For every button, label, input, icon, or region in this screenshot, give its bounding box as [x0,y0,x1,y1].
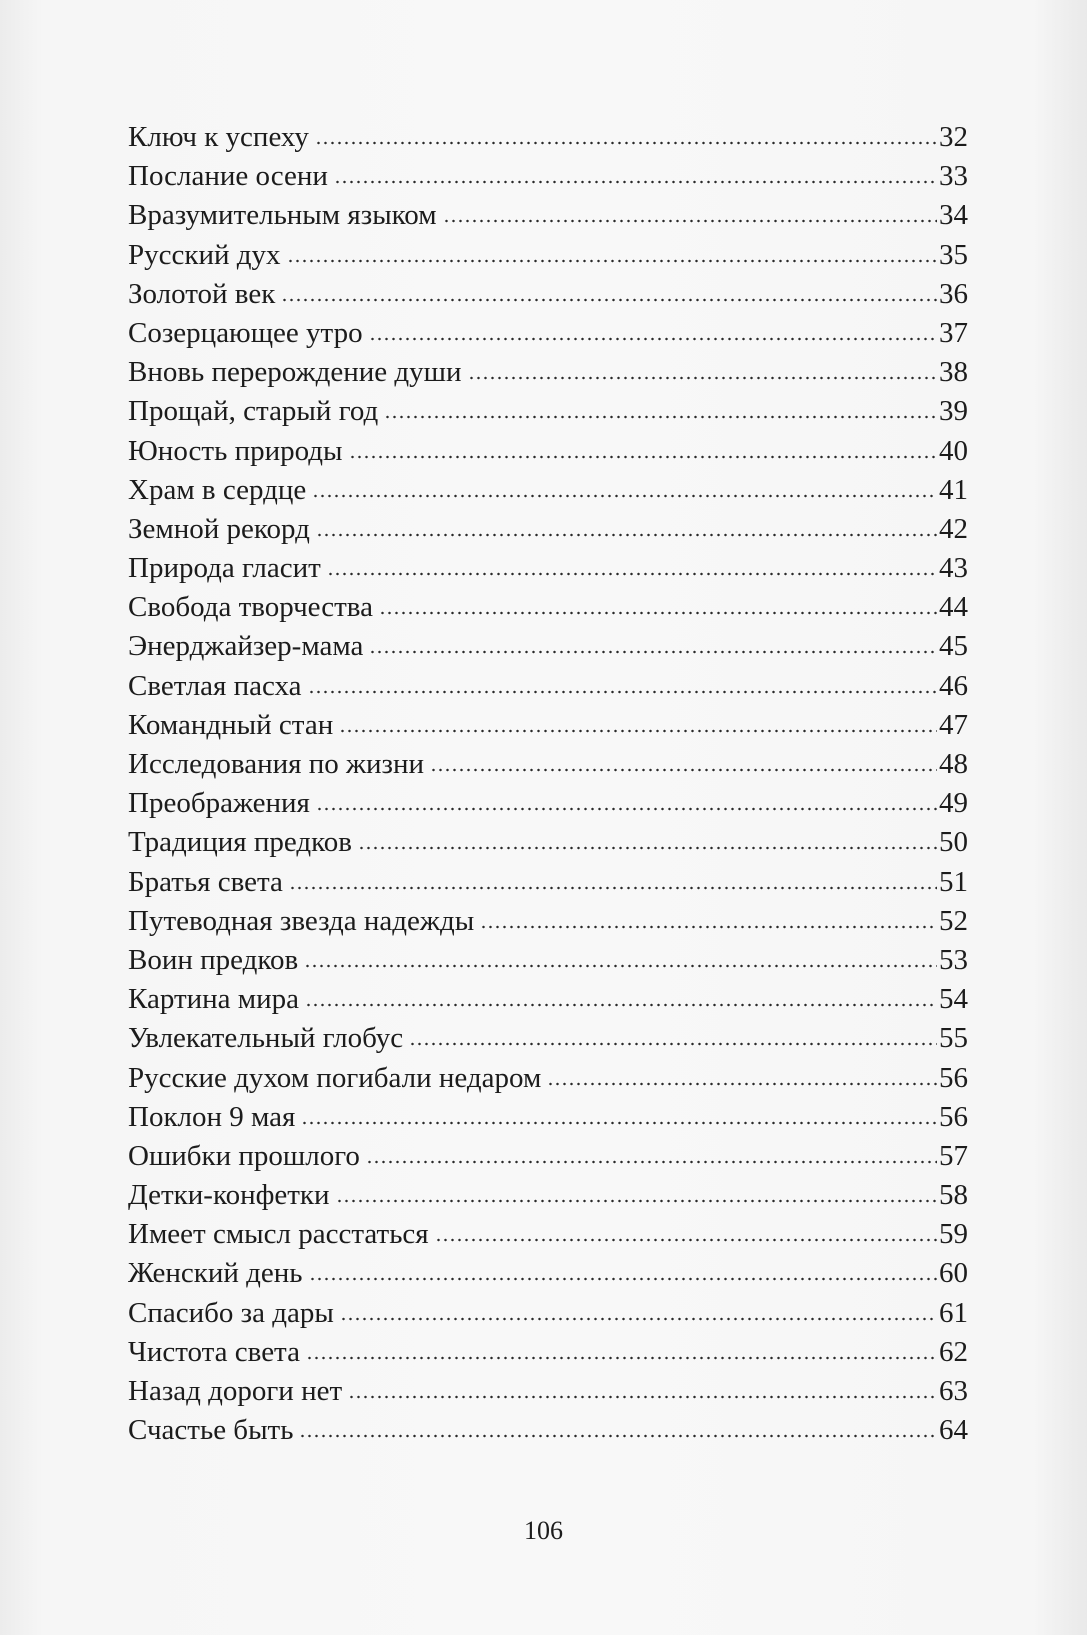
toc-entry [128,588,968,627]
toc-entry-page: 47 [939,708,968,741]
toc-entry-title: Русский дух [128,238,281,271]
toc-entry-title: Женский день [128,1257,303,1290]
table-of-contents [128,118,968,1450]
toc-entry [128,353,968,392]
toc-entry-title: Послание осени [128,160,328,193]
toc-entry [128,1333,968,1372]
dot-leader [306,1356,937,1360]
page-number: 106 [524,1516,563,1545]
toc-entry [128,627,968,666]
toc-entry-title: Светлая пасха [128,669,302,702]
dot-leader [379,611,937,615]
toc-entry-page: 58 [939,1179,968,1212]
toc-entry [128,1372,968,1411]
toc-entry [128,941,968,980]
toc-entry-title: Ключ к успеху [128,121,309,153]
toc-entry [128,510,968,549]
toc-entry-page: 43 [939,552,968,585]
toc-entry-page: 45 [939,630,968,663]
toc-entry [128,196,968,235]
toc-entry-title: Увлекательный глобус [128,1022,404,1055]
dot-leader [301,1121,937,1125]
toc-entry-title: Вновь перерождение души [128,356,462,389]
toc-entry-title: Энерджайзер-мама [128,630,364,663]
toc-entry-title: Имеет смысл расстаться [128,1218,429,1251]
dot-leader [547,1082,937,1086]
toc-entry-page: 40 [939,434,968,467]
toc-entry [128,157,968,196]
toc-entry-page: 61 [939,1296,968,1329]
toc-entry [128,314,968,353]
dot-leader [369,650,937,654]
toc-entry-page: 42 [939,512,968,545]
dot-leader [366,1160,937,1164]
dot-leader [287,259,937,263]
toc-entry-page: 54 [939,983,968,1016]
toc-entry-page: 33 [939,160,968,193]
toc-entry [128,980,968,1019]
toc-entry-page: 56 [939,1061,968,1094]
dot-leader [327,572,937,576]
toc-entry [128,1019,968,1058]
toc-entry [128,275,968,314]
toc-entry [128,1215,968,1254]
toc-entry-page: 34 [939,199,968,232]
toc-entry-page: 36 [939,277,968,310]
toc-entry-title: Юность природы [128,434,343,467]
dot-leader [369,337,937,341]
toc-entry-page: 48 [939,748,968,780]
toc-entry [128,432,968,471]
toc-entry [128,706,968,745]
dot-leader [340,1317,937,1321]
dot-leader [435,1238,937,1242]
dot-leader [443,219,937,223]
toc-entry-page: 49 [939,787,968,820]
toc-entry-page: 44 [939,591,968,624]
toc-entry [128,1294,968,1333]
toc-entry-page: 60 [939,1257,968,1290]
toc-entry-title: Ошибки прошлого [128,1139,360,1172]
toc-entry [128,823,968,862]
dot-leader [349,455,937,459]
toc-entry-title: Прощай, старый год [128,395,379,428]
toc-entry-title: Назад дороги нет [128,1375,343,1407]
toc-entry-page: 41 [939,473,968,506]
dot-leader [304,964,937,968]
toc-entry [128,118,968,157]
dot-leader [316,807,937,811]
toc-entry-page: 39 [939,395,968,428]
toc-entry-title: Исследования по жизни [128,748,425,780]
toc-entry-title: Созерцающее утро [128,316,363,349]
toc-entry-page: 56 [939,1100,968,1133]
toc-entry-page: 38 [939,356,968,389]
toc-entry [128,1411,968,1450]
toc-entry-title: Золотой век [128,277,276,310]
toc-entry-title: Свобода творчества [128,591,373,624]
toc-entry-title: Спасибо за дары [128,1296,334,1329]
toc-entry-title: Традиция предков [128,826,352,859]
dot-leader [468,376,938,380]
toc-entry-title: Вразумительным языком [128,199,437,232]
toc-entry [128,1059,968,1098]
toc-entry-page: 50 [939,826,968,859]
toc-entry [128,236,968,275]
toc-entry [128,1137,968,1176]
dot-leader [348,1395,937,1399]
toc-entry-page: 46 [939,669,968,702]
dot-leader [334,180,937,184]
toc-entry-title: Путеводная звезда надежды [128,904,475,937]
toc-entry-page: 51 [939,865,968,898]
toc-entry-page: 32 [939,121,968,153]
toc-entry-title: Русские духом погибали недаром [128,1061,542,1094]
toc-entry [128,549,968,588]
toc-entry-title: Картина мира [128,983,300,1016]
dot-leader [289,886,937,890]
toc-entry [128,863,968,902]
toc-entry-page: 59 [939,1218,968,1251]
toc-entry-page: 63 [939,1375,968,1407]
dot-leader [316,533,937,537]
toc-entry [128,471,968,510]
toc-entry-title: Храм в сердце [128,473,307,506]
toc-entry-title: Счастье быть [128,1414,294,1447]
toc-entry-page: 55 [939,1022,968,1055]
toc-entry-page: 62 [939,1335,968,1368]
dot-leader [299,1434,937,1438]
dot-leader [308,690,938,694]
toc-entry-page: 37 [939,316,968,349]
toc-entry-title: Природа гласит [128,552,321,585]
toc-entry-title: Воин предков [128,943,299,976]
dot-leader [336,1199,937,1203]
dot-leader [339,729,937,733]
dot-leader [305,1003,937,1007]
toc-entry-page: 53 [939,943,968,976]
dot-leader [384,415,937,419]
dot-leader [281,298,937,302]
toc-entry-page: 52 [939,904,968,937]
toc-entry-title: Поклон 9 мая [128,1100,296,1133]
toc-entry [128,392,968,431]
dot-leader [480,925,937,929]
toc-entry [128,902,968,941]
dot-leader [358,846,937,850]
toc-entry-page: 57 [939,1139,968,1172]
toc-entry-title: Чистота света [128,1335,300,1368]
toc-entry-title: Командный стан [128,708,334,741]
toc-entry-title: Братья света [128,865,283,898]
toc-entry [128,1176,968,1215]
toc-entry [128,745,968,784]
dot-leader [409,1042,937,1046]
dot-leader [312,494,937,498]
dot-leader [309,1277,937,1281]
toc-entry-title: Преображения [128,787,310,820]
dot-leader [315,141,937,145]
toc-entry-title: Земной рекорд [128,512,310,545]
toc-entry [128,667,968,706]
toc-entry-page: 35 [939,238,968,271]
dot-leader [430,768,937,772]
toc-entry-title: Детки-конфетки [128,1179,330,1212]
toc-entry-page: 64 [939,1414,968,1447]
toc-entry [128,784,968,823]
toc-entry [128,1254,968,1293]
toc-entry [128,1098,968,1137]
